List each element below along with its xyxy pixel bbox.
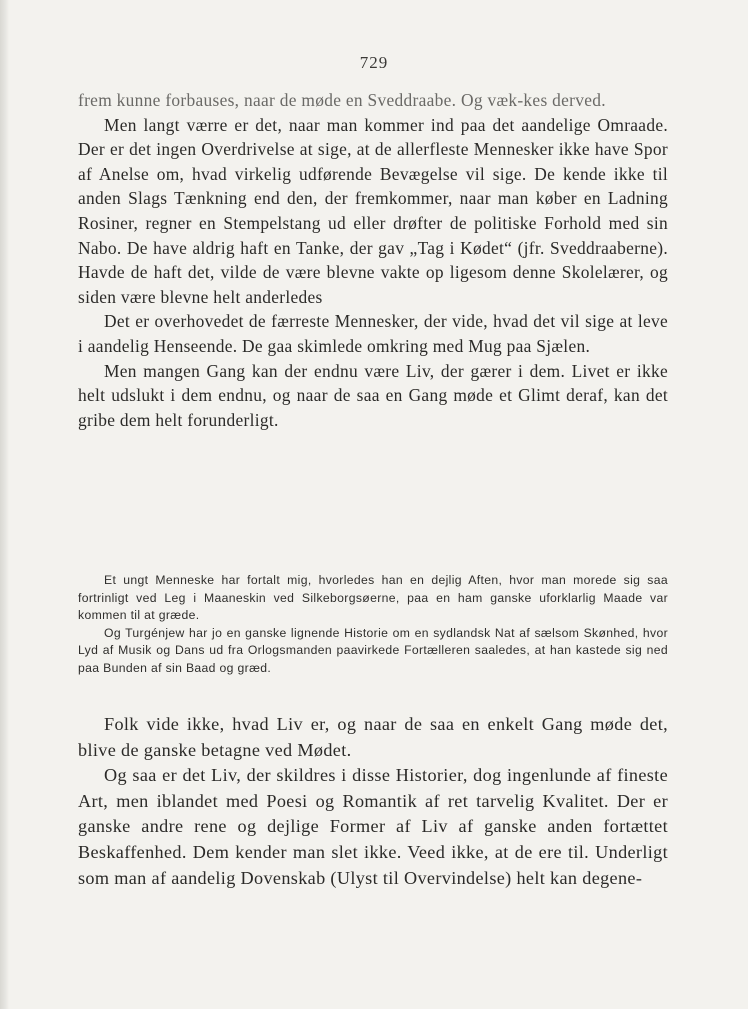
page-number: 729: [359, 53, 389, 72]
lower-text-block: [78, 712, 668, 891]
footnote-paragraph-2: Og Turgénjew har jo en ganske lignende Historie om en sydlandsk Nat af sælsom Skønhed, hvor Lyd af Musik og Dans ud fra Orlogsmanden paavirkede Fortælleren saaledes, at han kastede sig ned paa Bunden af sin Baad og græd.: [78, 625, 668, 675]
main-text-block: [78, 88, 668, 432]
paragraph-6: Og saa er det Liv, der skildres i disse Historier, dog ingenlunde af fineste Art, men iblandet med Poesi og Romantik af ret tarvelig Kvalitet. Der er ganske andre rene og dejlige Former af Liv af ganske anden fortættet Beskaffenhed. Dem kender man slet ikke. Veed ikke, at de ere til. Underligt som man af aandelig Dovenskab (Ulyst til Overvindelse) helt kan degene-: [78, 765, 668, 888]
paragraph-1: frem kunne forbauses, naar de møde en Sveddraabe. Og væk-kes derved.: [78, 90, 606, 110]
paragraph-3: Det er overhovedet de færreste Mennesker, der vide, hvad det vil sige at leve i aandelig Henseende. De gaa skimlede omkring med Mug paa Sjælen.: [78, 311, 668, 356]
paragraph-4: Men mangen Gang kan der endnu være Liv, der gærer i dem. Livet er ikke helt udslukt i dem endnu, og naar de saa en Gang møde et Glimt deraf, kan det gribe dem helt forunderligt.: [78, 360, 668, 430]
footnote-paragraph-1: Et ungt Menneske har fortalt mig, hvorledes han en dejlig Aften, hvor man morede sig saa fortrinligt ved Leg i Maaneskin ved Silkeborgsøerne, paa en ham ganske uforklarlig Maade var kommen til at græde.: [78, 573, 668, 623]
paragraph-5: Folk vide ikke, hvad Liv er, og naar de saa en enkelt Gang møde det, blive de ganske betagne ved Mødet.: [78, 714, 668, 760]
paragraph-2: Men langt værre er det, naar man kommer ind paa det aandelige Omraade. Der er det ingen Overdrivelse at sige, at de allerfleste Mennesker ikke have Spor af Anelse om, hvad virkelig udførende Bevægelse vil sige. De kende ikke til anden Slags Tænkning end den, der fremkommer, naar man køber en Ladning Rosiner, regner en Stempelstang ud eller drøfter de politiske Forhold med sin Nabo. De have aldrig haft en Tanke, der gav „Tag i Kødet“ (jfr. Sveddraaberne). Havde de haft det, vilde de være blevne vakte op ligesom denne Skolelærer, og siden være blevne helt anderledes: [78, 114, 668, 307]
page-spine-shadow: [0, 0, 9, 1009]
footnote-block: [78, 572, 668, 678]
